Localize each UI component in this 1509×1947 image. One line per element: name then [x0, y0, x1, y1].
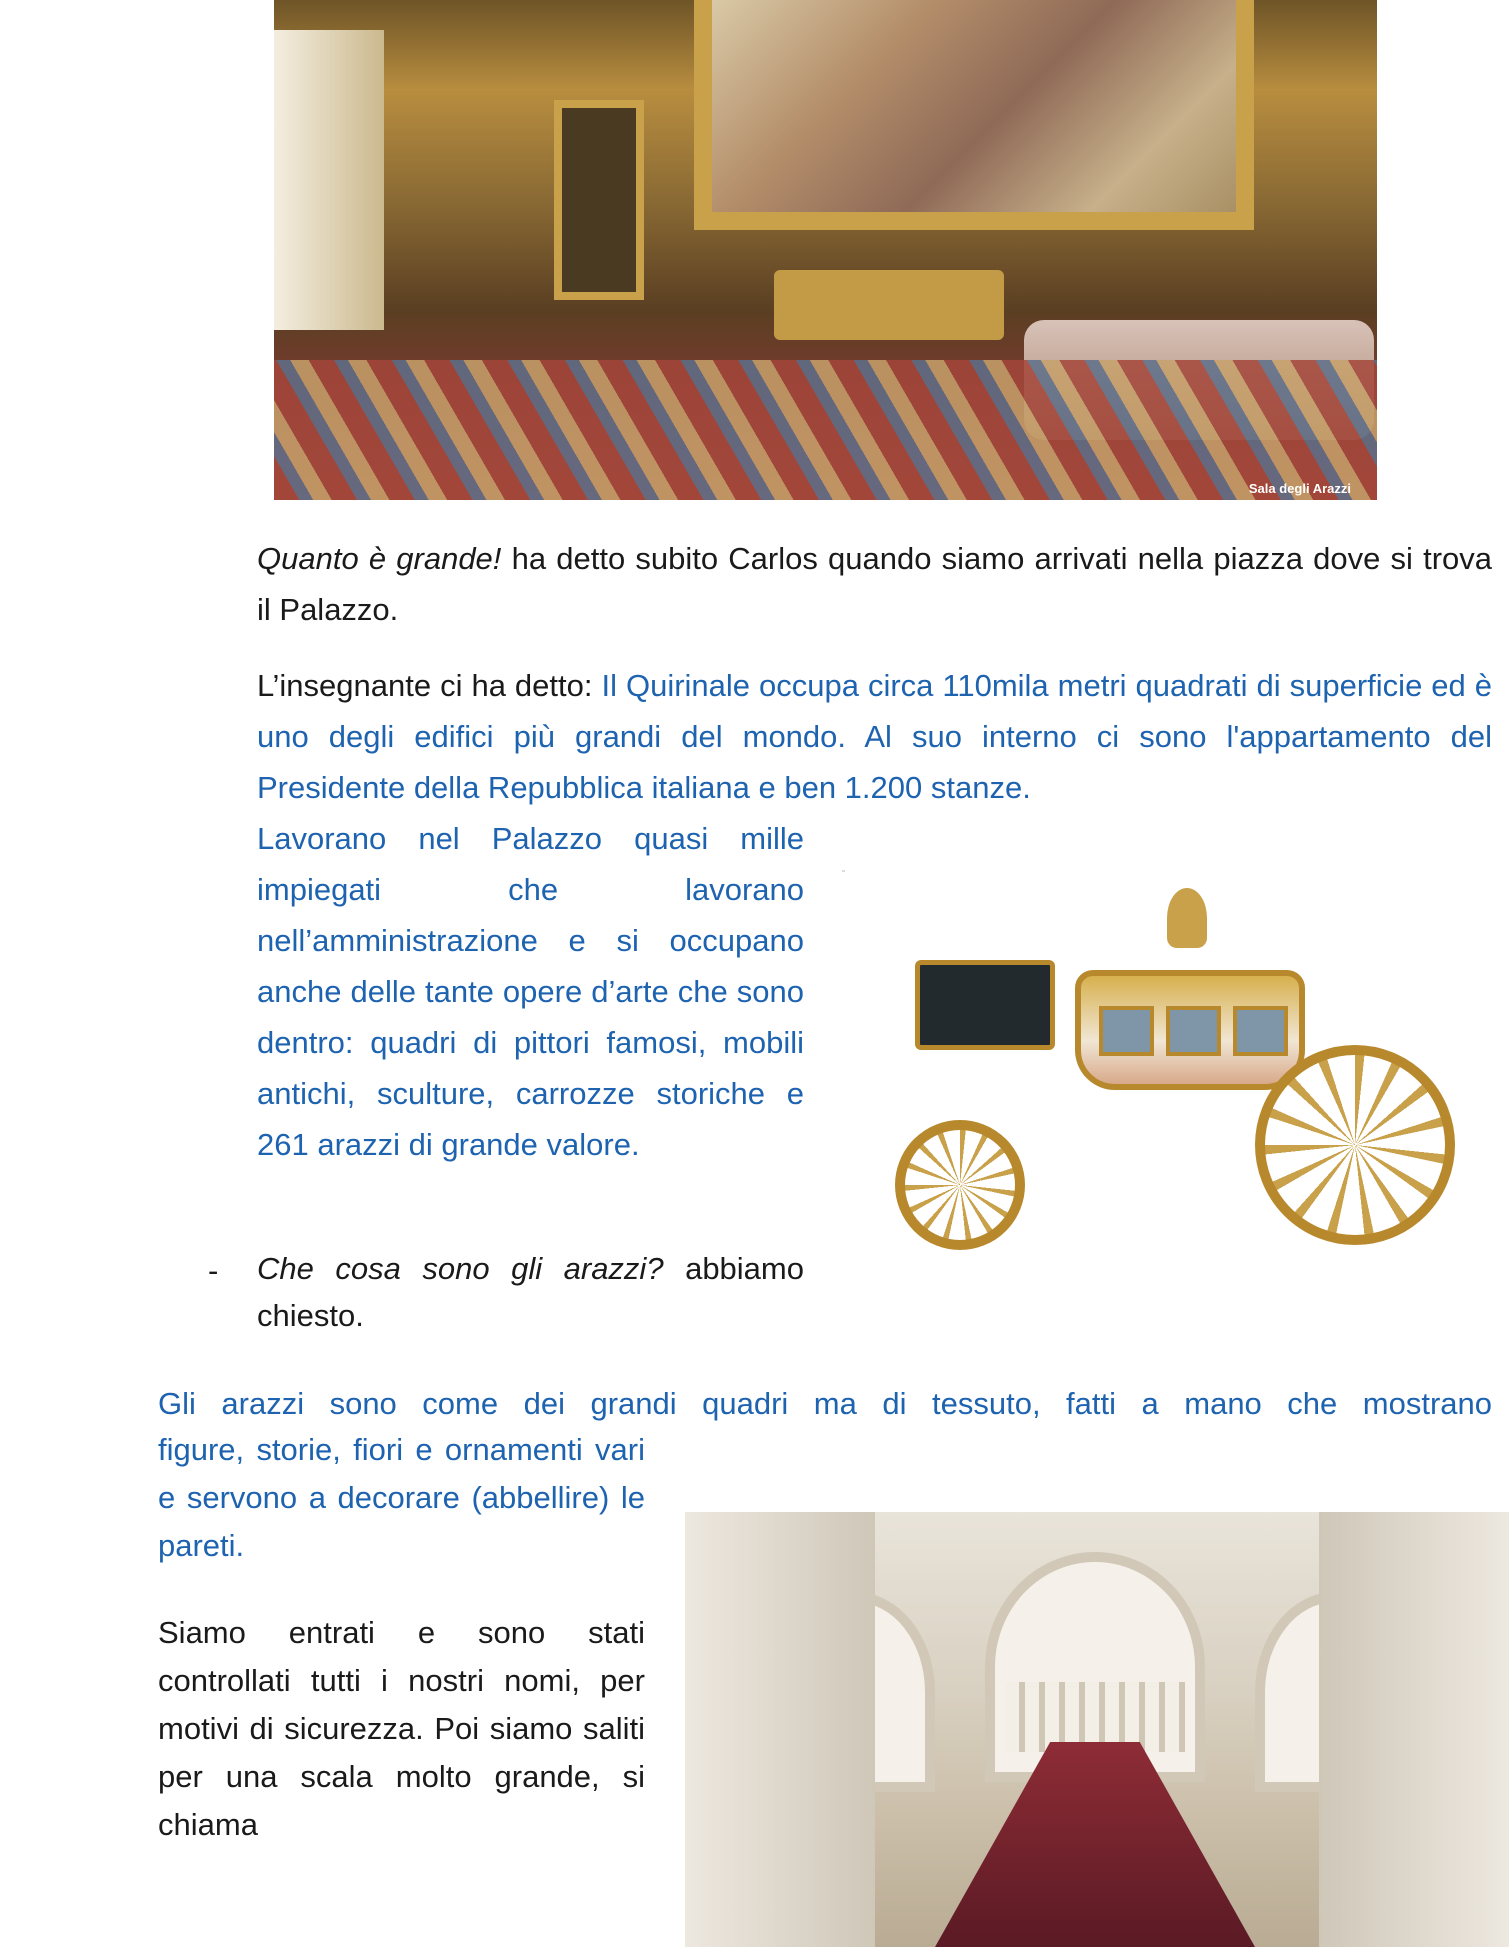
photo-caption: Sala degli Arazzi [1248, 481, 1351, 496]
carriage-window-shape [1233, 1006, 1288, 1056]
front-wheel-shape [895, 1120, 1025, 1250]
paragraph-carlos [257, 533, 1492, 635]
door-shape [554, 100, 644, 300]
question-rest: abbiamo chiesto. [257, 1251, 804, 1333]
crown-shape [1167, 888, 1207, 948]
right-pillar-shape [1319, 1512, 1509, 1947]
paragraph-teacher [257, 660, 1492, 813]
red-carpet-runner-shape [935, 1742, 1255, 1947]
teacher-intro: L’insegnante ci ha detto: [257, 668, 602, 703]
window-shape [274, 30, 384, 330]
carpet-shape [274, 360, 1377, 500]
left-pillar-shape [685, 1512, 875, 1947]
teacher-quote-1: Il Quirinale occupa circa 110mila metri quadrati di superficie ed è uno degli edifici più grandi del mondo. Al suo interno ci sono l'appartamento del Presidente della Repubblica italiana e ben 1.200 stanze. [257, 668, 1493, 805]
bullet-marker: - [208, 1253, 219, 1288]
console-table-shape [774, 270, 1004, 340]
coachman-box-shape [915, 960, 1055, 1050]
paragraph-arazzi-definition-continued: figure, storie, fiori e ornamenti vari e servono a decorare (abbellire) le pareti. [158, 1432, 645, 1563]
balustrade-shape [1005, 1682, 1185, 1752]
exclamation-italic: Quanto è grande! [257, 541, 502, 576]
carriage-photo [845, 870, 1495, 1270]
carriage-body-shape [1075, 970, 1305, 1090]
carriage-window-shape [1166, 1006, 1221, 1056]
staircase-photo [685, 1512, 1509, 1947]
paragraph-arazzi-definition: Gli arazzi sono come dei grandi quadri ma di tessuto, fatti a mano che mostrano [158, 1386, 1492, 1421]
question-italic: Che cosa sono gli arazzi? [257, 1251, 664, 1286]
sala-degli-arazzi-photo [274, 0, 1377, 500]
paragraph-teacher-continued: Lavorano nel Palazzo quasi mille impiegati che lavorano nell’amministrazione e si occupano anche delle tante opere d’arte che sono dentro: quadri di pittori famosi, mobili antichi, sculture, carrozze storiche e 261 arazzi di grande valore. [257, 821, 804, 1162]
bullet-question [257, 1245, 804, 1339]
paragraph-carlos-text: ha detto subito Carlos quando siamo arrivati nella piazza dove si trova il Palazzo. [257, 541, 1492, 627]
tapestry-shape [694, 0, 1254, 230]
paragraph-entrance: Siamo entrati e sono stati controllati tutti i nostri nomi, per motivi di sicurezza. Poi siamo saliti per una scala molto grande, si chiama [158, 1615, 645, 1842]
carriage-window-shape [1099, 1006, 1154, 1056]
rear-wheel-shape [1255, 1045, 1455, 1245]
